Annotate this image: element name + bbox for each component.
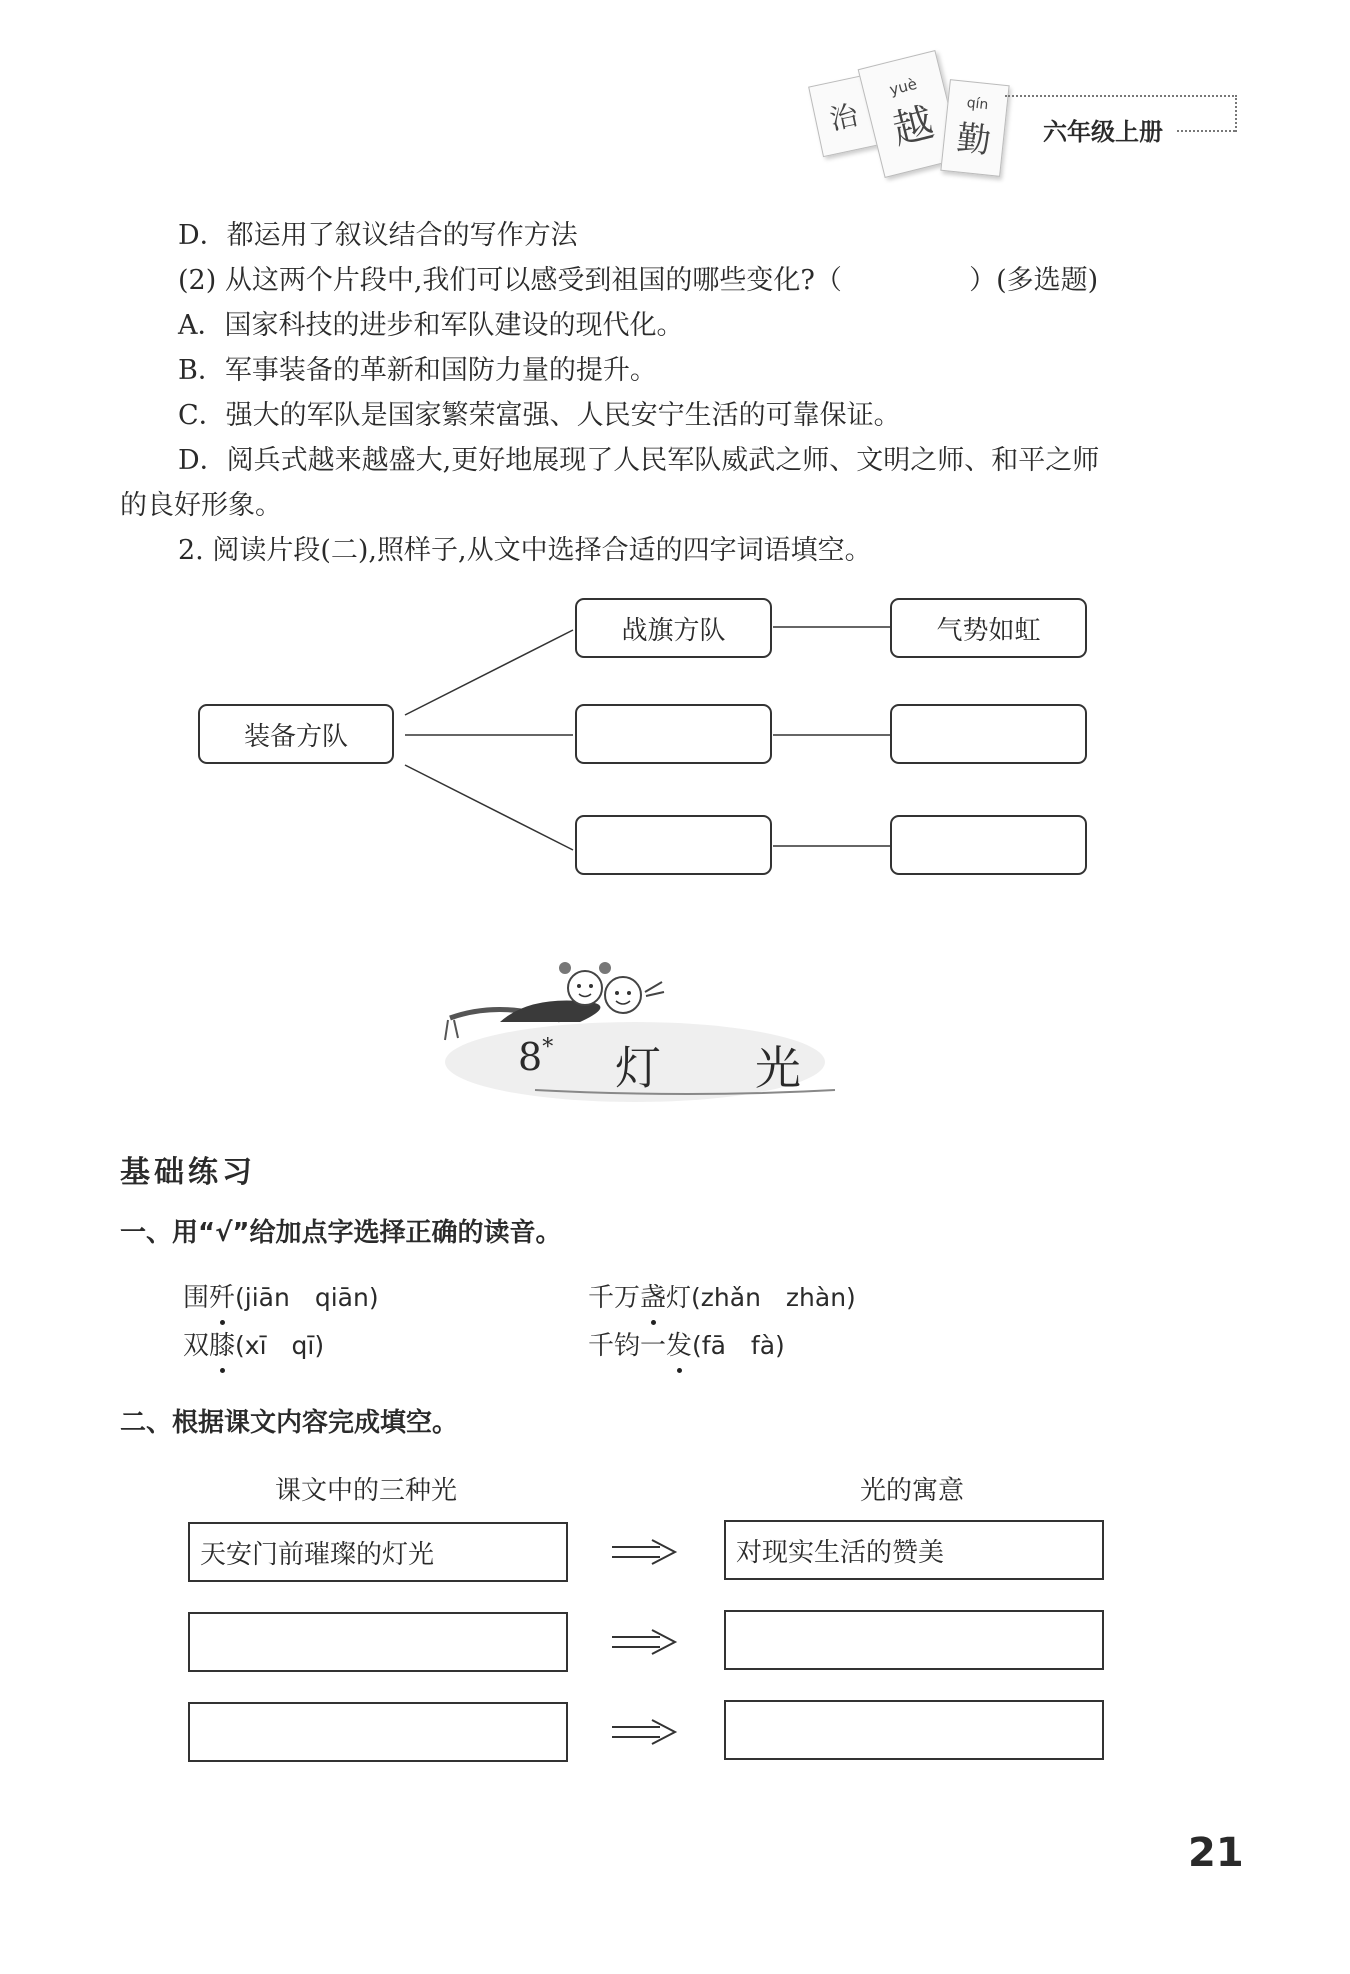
double-arrow-icon — [612, 1540, 675, 1744]
diagram-root-box: 装备方队 — [198, 704, 394, 764]
question-2-text: (2) 从这两个片段中,我们可以感受到祖国的哪些变化?（ — [178, 265, 842, 296]
logo-card-3: qín 勤 — [940, 79, 1009, 177]
dotted-char: 发 — [666, 1328, 692, 1364]
option-d-line1: D．阅兵式越来越盛大,更好地展现了人民军队威武之师、文明之师、和平之师 — [178, 445, 1100, 476]
pinyin-item-1: 围歼(jiān qiān) — [183, 1280, 379, 1316]
header-grade: 六年级上册 — [1043, 118, 1163, 146]
option-d-line2: 的良好形象。 — [120, 490, 282, 521]
column-header-right: 光的寓意 — [860, 1476, 965, 1506]
column-header-left: 课文中的三种光 — [275, 1476, 458, 1506]
pinyin-item-3: 双膝(xī qī) — [183, 1328, 324, 1364]
lesson-star: * — [542, 1035, 554, 1060]
lesson-title-char-1: 灯 — [615, 1041, 661, 1095]
lesson-number: 8* — [518, 1035, 554, 1079]
section-1-title: 一、用“√”给加点字选择正确的读音。 — [120, 1218, 562, 1248]
logo-card-1: 治 — [808, 75, 879, 157]
page-number: 21 — [1188, 1830, 1244, 1876]
light-row-1-right: 对现实生活的赞美 — [724, 1520, 1104, 1580]
light-row-1-left: 天安门前璀璨的灯光 — [188, 1522, 568, 1582]
practice-heading: 基础练习 — [120, 1155, 256, 1190]
lesson-title-char-2: 光 — [755, 1041, 801, 1095]
option-d-prev: D．都运用了叙议结合的写作方法 — [178, 220, 578, 251]
fill-question: 2. 阅读片段(二),照样子,从文中选择合适的四字词语填空。 — [178, 535, 872, 566]
option-a: A．国家科技的进步和军队建设的现代化。 — [178, 310, 684, 341]
section-2-title: 二、根据课文内容完成填空。 — [120, 1408, 459, 1438]
option-b: B．军事装备的革新和国防力量的提升。 — [178, 355, 657, 386]
diagram-row1-mid: 战旗方队 — [575, 598, 772, 658]
pinyin-item-4: 千钧一发(fā fà) — [588, 1328, 785, 1364]
diagram-row1-right: 气势如虹 — [890, 598, 1087, 658]
dotted-char: 膝 — [209, 1328, 235, 1364]
dotted-char: 盏 — [640, 1280, 666, 1316]
dotted-char: 歼 — [209, 1280, 235, 1316]
logo-card-2: yuè 越 — [858, 50, 963, 178]
question-2-tail: ）(多选题) — [969, 265, 1099, 296]
pinyin-item-2: 千万盏灯(zhǎn zhàn) — [588, 1280, 856, 1316]
option-c: C．强大的军队是国家繁荣富强、人民安宁生活的可靠保证。 — [178, 400, 901, 431]
